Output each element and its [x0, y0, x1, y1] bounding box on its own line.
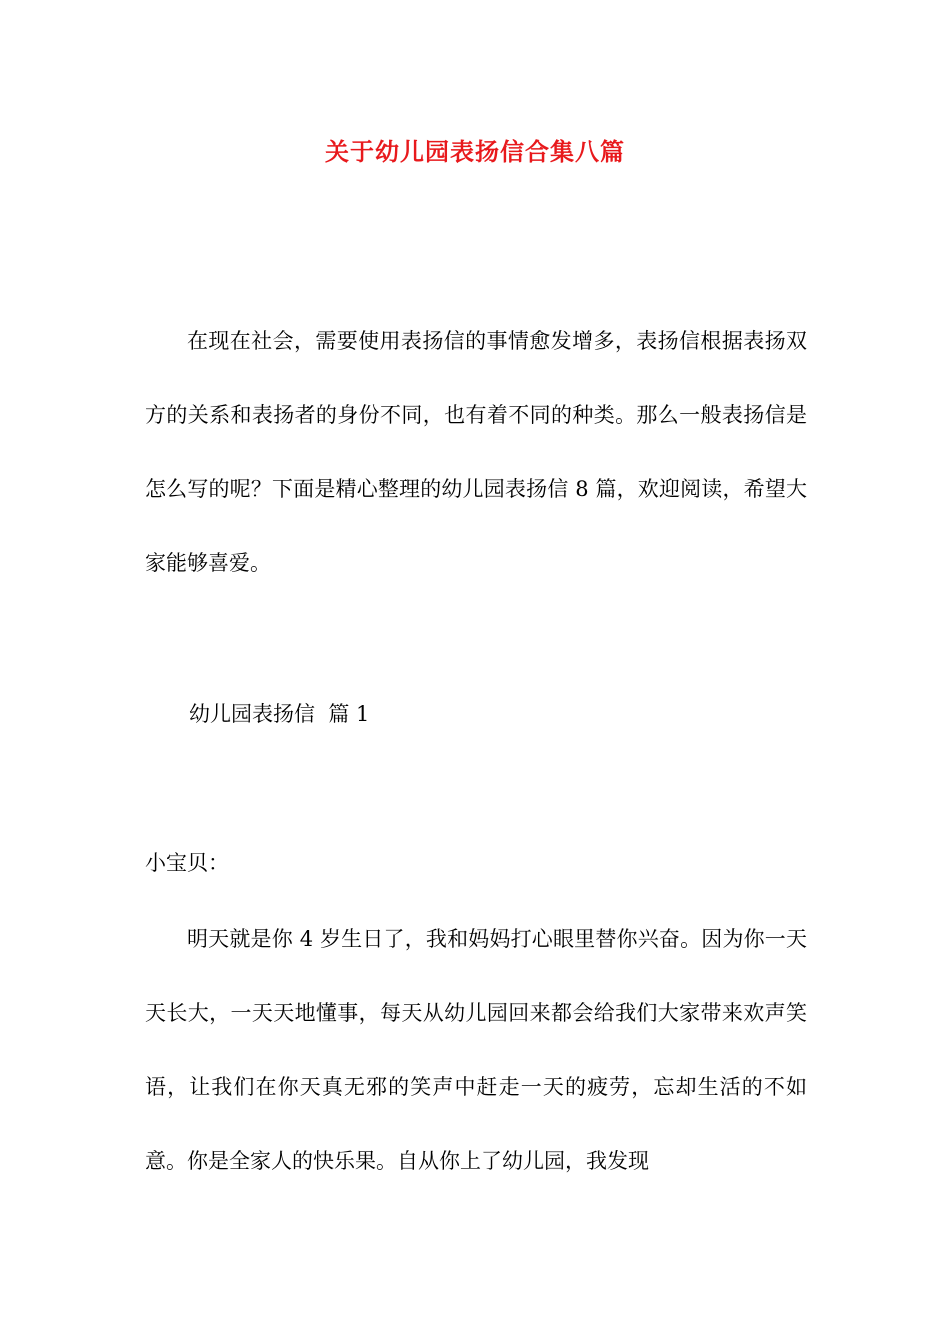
intro-paragraph: 在现在社会，需要使用表扬信的事情愈发增多，表扬信根据表扬双方的关系和表扬者的身份不同，也有着不同的种类。那么一般表扬信是怎么写的呢？下面是精心整理的幼儿园表扬信 8 篇，欢迎阅读，希望大家能够喜爱。	[145, 329, 807, 575]
salutation: 小宝贝：	[145, 851, 229, 875]
body-paragraph: 明天就是你 4 岁生日了，我和妈妈打心眼里替你兴奋。因为你一天天长大，一天天地懂事，每天从幼儿园回来都会给我们大家带来欢声笑语，让我们在你天真无邪的笑声中赶走一天的疲劳，忘却生活的不如意。你是全家人的快乐果。自从你上了幼儿园，我发现	[145, 927, 807, 1173]
document-title: 关于幼儿园表扬信合集八篇	[325, 137, 625, 166]
section-heading: 幼儿园表扬信 篇 1	[189, 702, 370, 726]
